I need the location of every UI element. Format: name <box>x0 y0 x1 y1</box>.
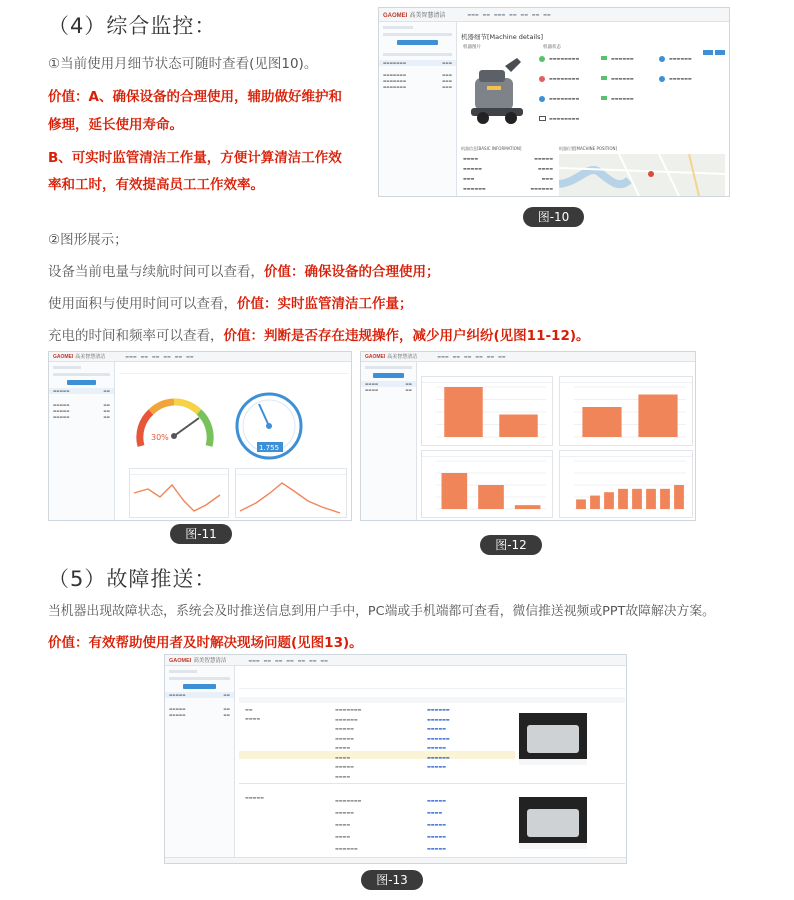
fig10-title: 机器细节[Machine details] <box>461 33 544 41</box>
fig10-label-state: 机器状态 <box>543 45 561 50</box>
fig13-screenshot <box>164 654 627 864</box>
graph-line1-text: 设备当前电量与续航时间可以查看， <box>48 264 264 280</box>
fig12-logo: GAOMEI 高美智慧清洁 <box>365 354 418 360</box>
fig10-logo-text: GAOMEI <box>383 13 408 19</box>
value-b-line2: 率和工时，有效提高员工工作效率。 <box>48 177 264 193</box>
sb-machine-row[interactable]: ▬▬▬▬▬▬▬ ▬▬▬ <box>383 79 452 83</box>
fig10-topbar <box>379 8 729 22</box>
fig10-info-table <box>463 156 553 196</box>
fig13-nav[interactable]: ▬▬▬ ▬▬ ▬▬ ▬▬ ▬▬ ▬▬ ▬▬ <box>248 657 328 663</box>
time-line <box>236 475 346 517</box>
clock-icon <box>539 96 545 102</box>
fig11-logo: GAOMEI 高美智慧清洁 <box>53 354 106 360</box>
video-player-1[interactable] <box>519 713 587 765</box>
graph-line3 <box>48 324 590 344</box>
heart-icon <box>539 76 545 82</box>
bar <box>444 387 483 437</box>
bar <box>499 415 538 438</box>
sb-machine-row[interactable]: ▬▬▬▬▬▬▬ ▬▬▬ <box>383 85 452 89</box>
bar <box>660 489 670 509</box>
fig12-bar-chart-2 <box>560 383 692 445</box>
fig11-caption: 图-11 <box>170 524 232 544</box>
fig13-table-header <box>239 697 625 703</box>
fig12-bar-chart-3 <box>422 457 552 517</box>
divider <box>239 783 625 784</box>
endurance-gauge-value: 1.755 <box>259 444 280 452</box>
fig12-chart-panel-1 <box>421 376 553 446</box>
battery-gauge-value: 30% <box>151 433 169 442</box>
section5-value: 价值：有效帮助使用者及时解决现场问题(见图13)。 <box>48 635 363 651</box>
state-text: ▬▬▬▬▬▬ <box>669 56 692 61</box>
area-line-chart <box>129 468 229 518</box>
graph-line1 <box>48 260 440 280</box>
battery-gauge <box>129 388 219 452</box>
sb-search-button[interactable] <box>183 684 216 689</box>
bar <box>515 505 541 509</box>
state-text: ▬▬▬▬▬▬▬▬ <box>549 116 580 121</box>
fig12-sidebar <box>361 362 417 521</box>
endurance-gauge <box>231 388 307 460</box>
info-icon <box>659 76 665 82</box>
fig13-cause-col: ▬▬▬▬▬▬▬ ▬▬▬▬▬▬ ▬▬▬▬▬ ▬▬▬▬▬ ▬▬▬▬ ▬▬▬▬ ▬▬▬▬▬ ▬▬▬▬ <box>335 707 362 779</box>
fig13-highlight-row[interactable] <box>239 751 515 759</box>
battery-icon <box>601 76 607 80</box>
bar <box>618 489 628 509</box>
sb-machine-row[interactable]: ▬▬▬▬▬▬▬ ▬▬▬ <box>383 73 452 77</box>
fig12-chart-panel-2 <box>559 376 693 446</box>
sb-machine-row[interactable]: ▬▬▬▬▬ ▬▬ <box>169 707 230 711</box>
fig10-map[interactable] <box>559 154 725 196</box>
graph-line3-value: 价值：判断是否存在违规操作，减少用户纠纷(见图11-12)。 <box>223 328 590 344</box>
map-pin-icon <box>648 171 654 177</box>
fig10-logo <box>383 10 445 19</box>
fig10-sidebar <box>379 22 457 197</box>
sb-machine-row[interactable]: ▬▬▬▬▬ ▬▬ <box>165 692 234 698</box>
fig11-screenshot <box>48 351 352 521</box>
state-text: ▬▬▬▬▬▬▬▬ <box>549 96 580 101</box>
info-row: ▬▬▬▬▬▬ ▬▬▬▬▬▬ <box>463 186 553 191</box>
graph-line1-value: 价值：确保设备的合理使用； <box>264 264 440 280</box>
value-a-line2: 修理，延长使用寿命。 <box>48 117 183 133</box>
value-b-line1: B、可实时监管清洁工作量，方便计算清洁工作效 <box>48 150 342 166</box>
sb-machine-row[interactable]: ▬▬▬▬▬ ▬▬ <box>169 713 230 717</box>
fig10-screenshot <box>378 7 730 197</box>
mail-icon <box>539 116 546 121</box>
state-text: ▬▬▬▬▬▬▬▬ <box>549 76 580 81</box>
fig12-chart-panel-4 <box>559 450 693 518</box>
fig13-caption: 图-13 <box>361 870 423 890</box>
fig10-refresh-button[interactable] <box>715 50 725 55</box>
sb-machine-row[interactable]: ▬▬▬▬▬ ▬▬ <box>53 403 110 407</box>
sb-machine-row[interactable]: ▬▬▬▬ ▬▬ <box>361 381 416 387</box>
fig13-fault-col-2: ▬▬▬▬▬ <box>245 795 264 800</box>
fig13-cause-col-2: ▬▬▬▬▬▬▬ ▬▬▬▬▬ ▬▬▬▬ ▬▬▬▬ ▬▬▬▬▬▬ <box>335 798 362 851</box>
graph-line2-value: 价值：实时监管清洁工作量； <box>237 296 413 312</box>
sb-machine-row[interactable]: ▬▬▬▬▬ ▬▬ <box>49 388 114 394</box>
bar <box>590 496 600 509</box>
bar <box>638 395 677 438</box>
video-controls[interactable] <box>519 759 587 765</box>
fig13-tab-bar[interactable] <box>239 681 625 689</box>
fig10-label-picture: 机器图片 <box>463 45 481 50</box>
fig13-statusbar <box>165 857 627 864</box>
bar <box>442 473 468 509</box>
sb-line <box>53 373 110 376</box>
fig10-caption: 图-10 <box>523 207 584 227</box>
fig13-topbar <box>165 655 626 666</box>
sb-machine-row[interactable]: ▬▬▬▬▬ ▬▬ <box>53 409 110 413</box>
water-icon <box>659 56 665 62</box>
video-controls[interactable] <box>519 843 587 849</box>
sb-search-button[interactable] <box>373 373 404 378</box>
fig12-caption: 图-12 <box>480 535 542 555</box>
fig10-nav[interactable]: ▬▬▬ ▬▬ ▬▬▬ ▬▬ ▬▬ ▬▬ ▬▬ <box>467 12 551 17</box>
graph-line2 <box>48 292 413 312</box>
battery-icon <box>601 56 607 60</box>
state-text: ▬▬▬▬▬▬ <box>611 96 634 101</box>
bar <box>582 407 621 437</box>
fig10-edit-button[interactable] <box>703 50 713 55</box>
fig11-sidebar <box>49 362 115 521</box>
section5-title: （5）故障推送： <box>48 567 217 591</box>
fig13-solution-col[interactable]: ▬▬▬▬▬▬ ▬▬▬▬▬▬ ▬▬▬▬▬ ▬▬▬▬▬▬ ▬▬▬▬▬ ▬▬▬▬▬▬ ▬▬▬▬▬ <box>427 707 450 769</box>
fig12-bar-chart-4 <box>560 457 692 517</box>
fig10-state-grid <box>539 56 725 134</box>
status-icon <box>539 56 545 62</box>
sb-line <box>53 366 81 369</box>
fig13-sidebar <box>165 666 235 864</box>
area-line <box>130 475 228 517</box>
video-player-2[interactable] <box>519 797 587 849</box>
state-text: ▬▬▬▬▬▬▬▬ <box>549 56 580 61</box>
section4-title: （4）综合监控： <box>48 14 217 38</box>
info-row: ▬▬▬ ▬▬▬ <box>463 176 553 181</box>
fig13-logo: GAOMEI 高美智慧清洁 <box>169 658 227 664</box>
info-row: ▬▬▬▬▬ ▬▬▬▬ <box>463 166 553 171</box>
sb-line <box>383 33 452 36</box>
fig10-label-info: 机器信息[BASIC INFORMATION] <box>461 146 522 151</box>
bar <box>632 489 642 509</box>
bar <box>576 499 586 509</box>
fig12-screenshot <box>360 351 696 521</box>
info-row: ▬▬▬▬ ▬▬▬▬▬ <box>463 156 553 161</box>
sb-line <box>169 677 230 680</box>
fig12-topbar <box>361 352 695 362</box>
video-frame <box>527 809 579 837</box>
fig11-topbar <box>49 352 351 362</box>
state-text: ▬▬▬▬▬▬ <box>669 76 692 81</box>
fig11-filter-bar[interactable] <box>119 366 349 374</box>
state-text: ▬▬▬▬▬▬ <box>611 76 634 81</box>
scrubber-machine-image <box>465 56 535 128</box>
fig12-bar-chart-1 <box>422 383 552 445</box>
fig13-solution-col-2[interactable]: ▬▬▬▬▬ ▬▬▬▬ ▬▬▬▬▬ ▬▬▬▬▬ ▬▬▬▬▬ <box>427 798 446 851</box>
sb-line <box>383 26 413 29</box>
time-line-chart <box>235 468 347 518</box>
bar <box>674 485 684 509</box>
sb-line <box>169 670 197 673</box>
fig11-nav[interactable]: ▬▬▬ ▬▬ ▬▬ ▬▬ ▬▬ ▬▬ <box>125 354 194 359</box>
sb-machine-row[interactable]: ▬▬▬▬▬ ▬▬ <box>53 415 110 419</box>
sb-line <box>383 53 452 56</box>
bar <box>478 485 504 509</box>
fig13-fault-col: ▬▬ ▬▬▬▬ <box>245 707 261 721</box>
value-a-line1: 价值：A、确保设备的合理使用，辅助做好维护和 <box>48 89 342 105</box>
bar <box>604 492 614 509</box>
section4-item2: ②图形展示； <box>48 232 128 248</box>
sb-machine-row[interactable]: ▬▬▬▬▬▬▬ ▬▬▬ <box>379 60 456 66</box>
graph-line3-text: 充电的时间和频率可以查看， <box>48 328 224 344</box>
sb-line <box>365 366 412 369</box>
section5-desc: 当机器出现故障状态，系统会及时推送信息到用户手中，PC端或手机端都可查看，微信推送视频或PPT故障解决方案。 <box>48 604 715 619</box>
fig12-chart-panel-3 <box>421 450 553 518</box>
fig10-logo-sub: 高美智慧清洁 <box>409 13 446 19</box>
sb-search-button[interactable] <box>397 40 438 45</box>
sb-search-button[interactable] <box>67 380 96 385</box>
state-text: ▬▬▬▬▬▬ <box>611 56 634 61</box>
fig10-label-position: 机器位置[MACHINE POSITION] <box>559 146 618 151</box>
battery-icon <box>601 96 607 100</box>
sb-machine-row[interactable]: ▬▬▬▬ ▬▬ <box>365 388 412 392</box>
video-frame <box>527 725 579 753</box>
bar <box>646 489 656 509</box>
graph-line2-text: 使用面积与使用时间可以查看， <box>48 296 237 312</box>
fig12-nav[interactable]: ▬▬▬ ▬▬ ▬▬ ▬▬ ▬▬ ▬▬ <box>437 354 506 359</box>
section4-item1: ①当前使用月细节状态可随时查看(见图10)。 <box>48 56 318 72</box>
